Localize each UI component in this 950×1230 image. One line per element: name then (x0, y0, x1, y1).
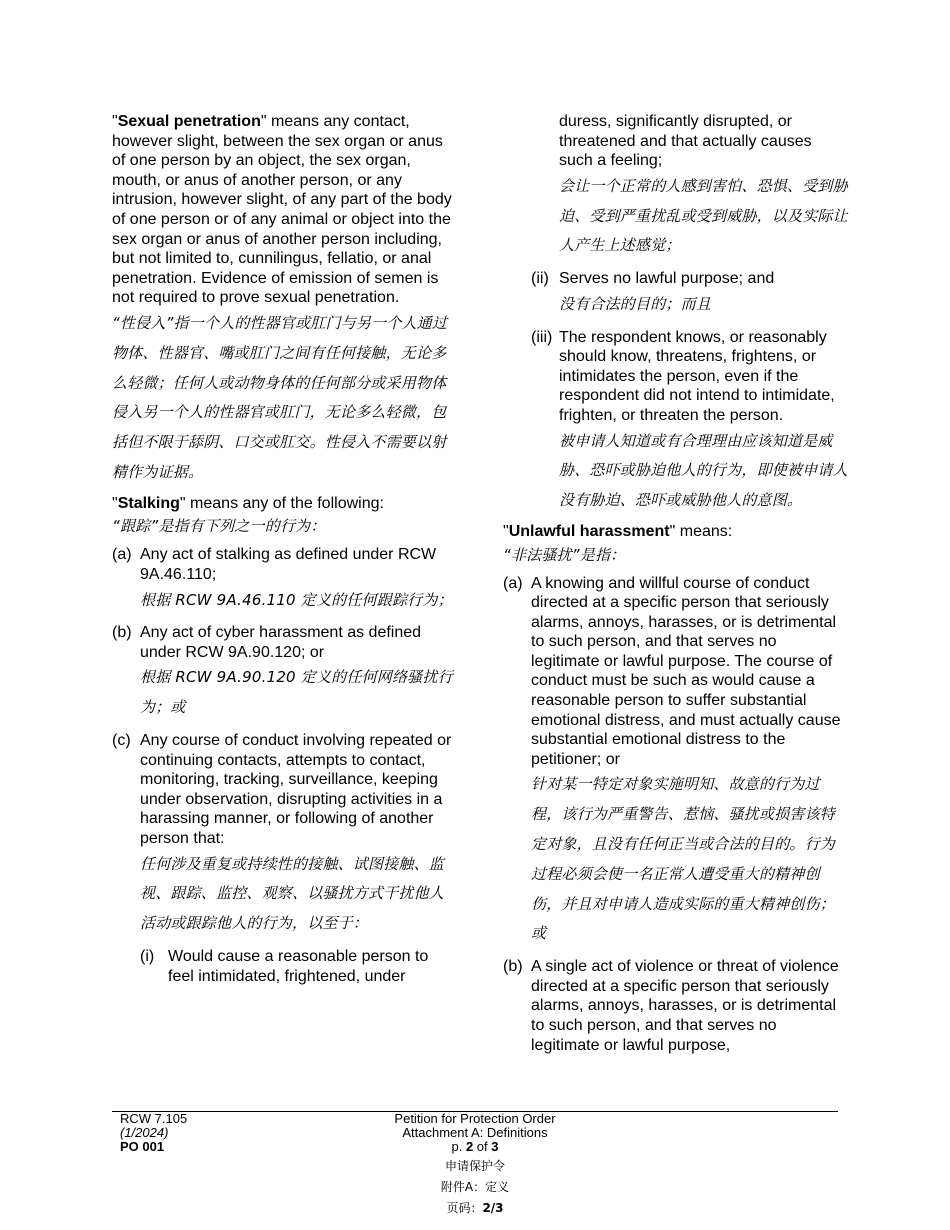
list-item-en: Any course of conduct involving repeated or continuing contacts, attempts to contact, monitoring, tracking, surveillance, keeping under observation, disrupting activities in a harassing manner, or following of another person that: (140, 732, 452, 848)
definition-intro: " means: (669, 522, 733, 540)
list-item-zh: 会让一个正常的人感到害怕、恐惧、受到胁迫、受到严重扰乱或受到威胁，以及实际让人产生上述感觉； (559, 176, 848, 255)
definition-intro: " means any of the following: (179, 494, 384, 512)
list-marker: (b) (503, 958, 523, 976)
page-value-zh: 2/3 (482, 1201, 504, 1215)
list-item-zh: 被申请人知道或有合理理由应该知道是威胁、恐吓或胁迫他人的行为，即使被申请人没有胁迫、恐吓或威胁他人的意图。 (559, 431, 848, 510)
sub-list-item (531, 269, 848, 319)
list-marker: (a) (503, 574, 523, 592)
footer-title-zh: 申请保护令 (444, 1159, 505, 1173)
definition-term: Stalking (117, 494, 180, 512)
list-item-zh: 根据 RCW 9A.46.110 定义的任何跟踪行为； (140, 590, 453, 609)
footer-date: (1/2024) (120, 1125, 169, 1140)
list-item (503, 957, 848, 1055)
list-item-en: Any act of stalking as defined under RCW 9A.46.110; (140, 546, 437, 583)
list-marker: (c) (112, 732, 131, 750)
definition-sexual-penetration (112, 112, 458, 488)
list-item (112, 623, 458, 723)
list-item-en: A knowing and willful course of conduct directed at a specific person that seriously alarms, annoys, harasses, or is detrimental to such person, and that serves no legitimate or lawful purpose. The course of conduct must be such as would cause a reasonable person to suffer substantial emotional distress, and must actually cause substantial emotional distress to the petitioner; or (531, 574, 841, 768)
list-item (112, 545, 458, 615)
page-footer (112, 1111, 838, 1215)
footer-statute: RCW 7.105 (120, 1111, 188, 1126)
footer-form-number: PO 001 (120, 1139, 165, 1154)
definition-intro-zh: “非法骚扰”是指： (503, 545, 626, 564)
page-current: 2 (465, 1139, 474, 1154)
definition-text-en: "Unlawful harassment" means: (503, 522, 733, 540)
footer-title-block (112, 1112, 838, 1154)
list-item-zh: 没有合法的目的；而且 (559, 294, 712, 313)
page-label-zh: 页码： (446, 1201, 483, 1215)
footer-page-number (112, 1140, 838, 1154)
sub-list-item (531, 328, 848, 516)
page-of: of (473, 1139, 492, 1154)
definition-unlawful-harassment (503, 522, 848, 1055)
footer-title: Petition for Protection Order (394, 1111, 556, 1126)
definition-term: Sexual penetration (117, 113, 261, 130)
list-item (503, 574, 848, 950)
list-item-zh: 任何涉及重复或持续性的接触、试图接触、监视、跟踪、监控、观察、以骚扰方式干扰他人活动或跟踪他人的行为，以至于： (140, 854, 445, 933)
definition-body: " means any contact, however slight, between the sex organ or anus of one person by an object, the sex organ, mouth, or anus of another person, or any intrusion, however slight, of any part of the body of one person or of any animal or object into the sex organ or anus of another person including, but not limited to, cunnilingus, fellatio, or anal penetration. Evidence of emission of semen is not required to prove sexual penetration. (112, 113, 452, 307)
page-total: 3 (491, 1139, 499, 1154)
footer-subtitle-zh: 附件A：定义 (440, 1180, 510, 1194)
list-marker: (b) (112, 624, 132, 642)
definition-intro-zh: “跟踪”是指有下列之一的行为： (112, 517, 326, 536)
definition-stalking (112, 494, 458, 987)
left-column (112, 112, 458, 986)
list-item-zh: 针对某一特定对象实施明知、故意的行为过程，该行为严重警告、惹恼、骚扰或损害该特定对象，且没有任何正当或合法的目的。行为过程必须会使一名正常人遭受重大的精神创伤，并且对申请人造成实际的重大精神创伤；或 (531, 775, 836, 943)
footer-title-block-zh (112, 1156, 838, 1219)
page-prefix: p. (451, 1139, 466, 1154)
list-item (112, 731, 458, 986)
list-marker: (a) (112, 546, 132, 564)
list-item-en: The respondent knows, or reasonably should know, threatens, frightens, or intimidates the person, even if the respondent did not intend to intimidate, frighten, or threaten the person. (559, 328, 835, 424)
list-marker: (iii) (531, 328, 553, 346)
list-item-en: A single act of violence or threat of violence directed at a specific person that seriously alarms, annoys, harasses, or is detrimental to such person, and that serves no legitimate or lawful purpose, (531, 958, 839, 1054)
definition-text-en: "Stalking" means any of the following: (112, 494, 384, 512)
definition-text-zh: “性侵入”指一个人的性器官或肛门与另一个人通过物体、性器官、嘴或肛门之间有任何接触，无论多么轻微；任何人或动物身体的任何部分或采用物体侵入另一个人的性器官或肛门，无论多么轻微，包括但不限于舔阴、口交或肛交。性侵入不需要以射精作为证据。 (112, 313, 448, 481)
sub-list-item-continued (503, 112, 848, 261)
list-marker: (ii) (531, 270, 549, 288)
list-item-en: duress, significantly disrupted, or threatened and that actually causes such a feeling; (559, 113, 812, 170)
definition-text-en: "Sexual penetration" means any contact, however slight, between the sex organ or anus of one person by an object, the sex organ, mouth, or anus of another person, or any intrusion, however slight, of any part of the body of one person or of any animal or object into the sex organ or anus of another person including, but not limited to, cunnilingus, fellatio, or anal penetration. Evidence of emission of semen is not required to prove sexual penetration. (112, 113, 452, 307)
right-column (503, 112, 848, 1055)
list-item-en: Serves no lawful purpose; and (559, 270, 775, 288)
list-item-zh: 根据 RCW 9A.90.120 定义的任何网络骚扰行为；或 (140, 668, 453, 717)
footer-subtitle: Attachment A: Definitions (402, 1125, 548, 1140)
definition-term: Unlawful harassment (508, 522, 670, 540)
list-marker: (i) (140, 948, 155, 966)
list-item-en: Any act of cyber harassment as defined under RCW 9A.90.120; or (140, 624, 422, 661)
sub-list-item (140, 947, 458, 986)
list-item-en: Would cause a reasonable person to feel intimidated, frightened, under (168, 948, 429, 985)
footer-page-number-zh (112, 1198, 838, 1219)
